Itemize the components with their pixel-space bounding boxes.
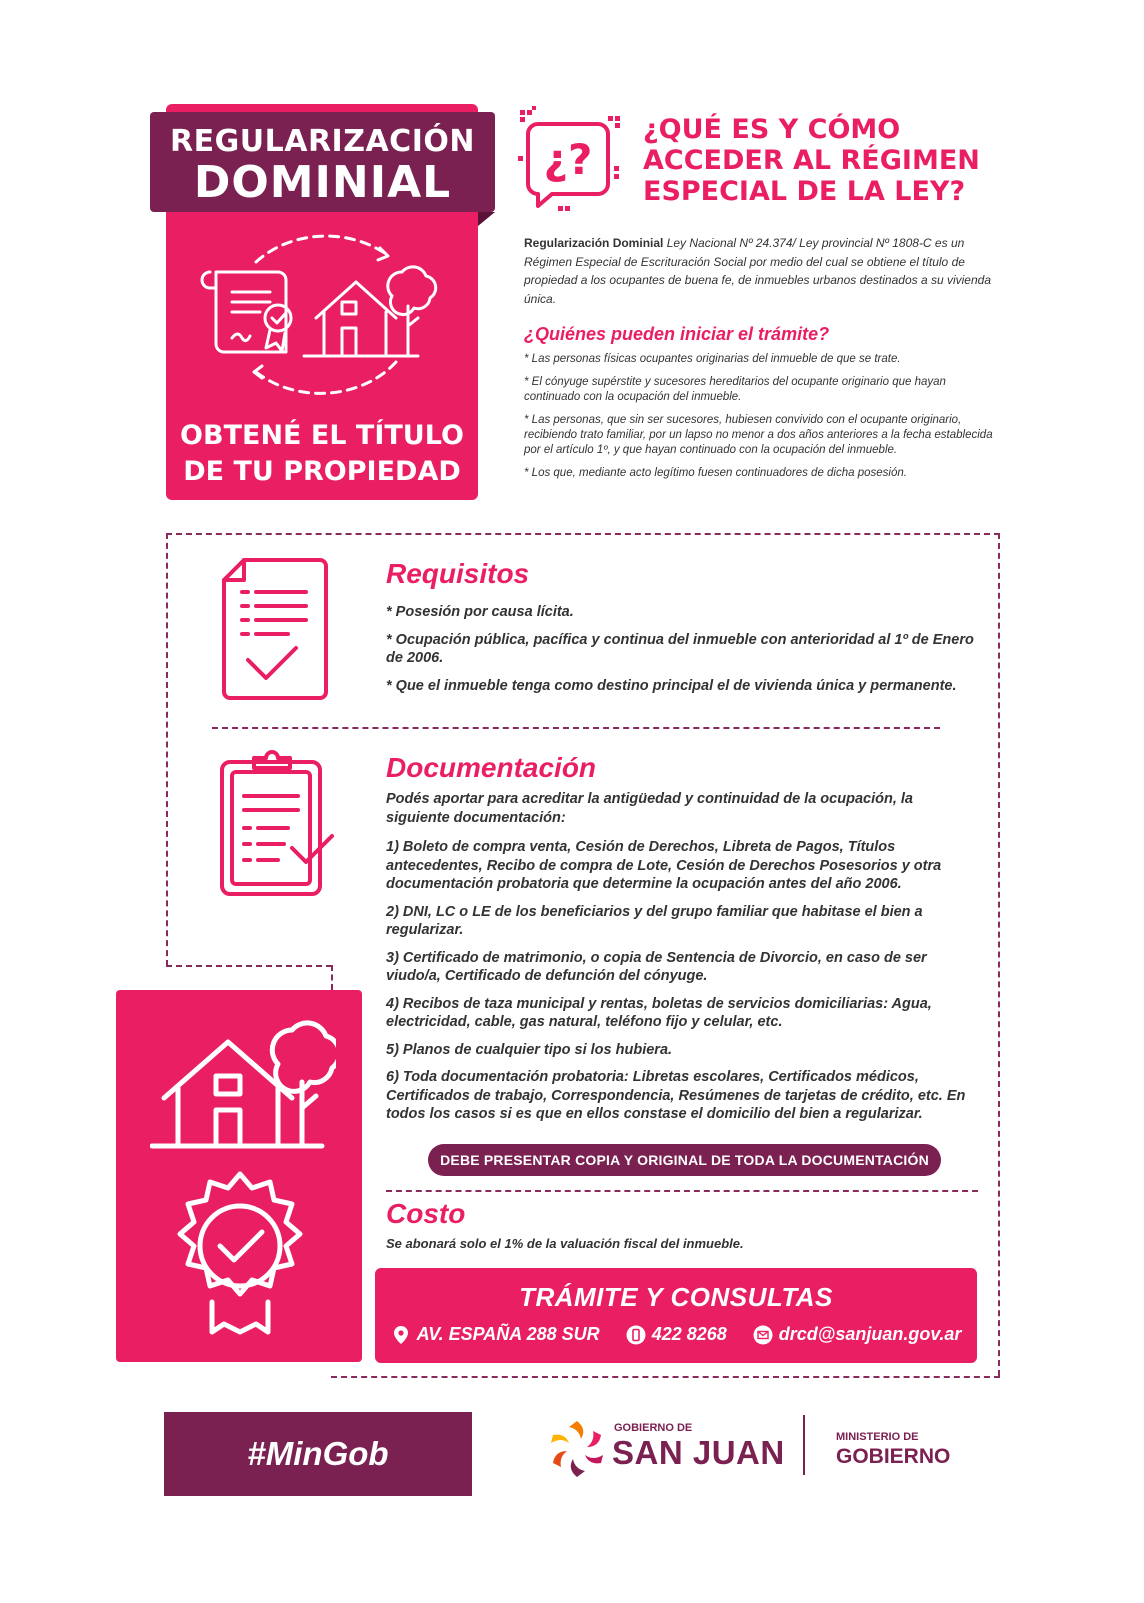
costo-title: Costo (386, 1198, 466, 1229)
question-line3: ESPECIAL DE LA LEY? (643, 176, 966, 207)
hero-title-line1: REGULARIZACIÓN (170, 124, 475, 159)
list-item: * Posesión por causa lícita. (386, 604, 574, 620)
section-divider (386, 1190, 978, 1192)
question-icon-text: ¿? (543, 135, 593, 184)
contact-title: TRÁMITE Y CONSULTAS (519, 1282, 833, 1312)
frame-step (166, 965, 332, 967)
list-item: * Las personas, que sin ser sucesores, hubiesen convivido con el ocupante originario, recibiendo trato familiar, por un lapso no menor a dos años anteriores a la fecha establecida por el artículo 1º, y que hayan continuado con la ocupación del inmueble. (524, 414, 993, 456)
ministry-label: MINISTERIO DE (836, 1431, 919, 1443)
location-pin-icon (391, 1325, 411, 1345)
hero-subtitle-line2: DE TU PROPIEDAD (183, 456, 461, 487)
checklist-icon (218, 556, 330, 700)
house-tree-icon (150, 1012, 336, 1152)
list-item: 4) Recibos de taza municipal y rentas, boletas de servicios domiciliarias: Agua, electricidad, cable, gas natural, teléfono fijo y celular, etc. (386, 995, 932, 1030)
contact-row (375, 1324, 977, 1345)
list-item: * Las personas físicas ocupantes originarias del inmueble de que se trate. (524, 353, 901, 365)
government-name: SAN JUAN (612, 1434, 785, 1471)
clipboard-check-icon (218, 748, 338, 898)
intro-paragraph (524, 234, 1000, 308)
contact-phone-text: 422 8268 (651, 1324, 727, 1344)
question-line2: ACCEDER AL RÉGIMEN (643, 145, 980, 176)
intro-text: Ley Nacional Nº 24.374/ Ley provincial Nº 1808-C es un Régimen Especial de Escrituración Social por medio del cual se obtiene el título de propiedad a los ocupantes de buena fe, de inmuebles urbanos destinados a su vivienda única. (524, 236, 991, 306)
list-item: 3) Certificado de matrimonio, o copia de Sentencia de Divorcio, en caso de ser viudo/a, Certificado de defunción del cónyuge. (386, 949, 927, 984)
frame-top (166, 533, 1000, 535)
contact-email-text: drcd@sanjuan.gov.ar (778, 1324, 962, 1344)
hero-subtitle-line1: OBTENÉ EL TÍTULO (180, 420, 464, 451)
documentacion-list (386, 838, 976, 1133)
ministry-name: GOBIERNO (836, 1445, 951, 1468)
banner-fold (478, 212, 495, 226)
frame-right (998, 533, 1000, 1376)
contact-email[interactable] (753, 1324, 962, 1345)
phone-icon (626, 1325, 646, 1345)
who-list (524, 352, 1000, 489)
badge-check-icon (170, 1170, 310, 1338)
contact-phone[interactable] (626, 1324, 727, 1345)
list-item: 6) Toda documentación probatoria: Libretas escolares, Certificados médicos, Certificados de trabajo, Correspondencia, Resúmenes de tarjetas de crédito, etc. En todos los casos si es que en ellos constase el domicilio del bien a regularizar. (386, 1069, 966, 1122)
list-item: * El cónyuge supérstite y sucesores hereditarios del ocupante originario que hayan continuado con la ocupación del inmueble. (524, 376, 946, 403)
section-divider (212, 727, 940, 729)
costo-text: Se abonará solo el 1% de la valuación fiscal del inmueble. (386, 1236, 744, 1251)
documentation-notice: DEBE PRESENTAR COPIA Y ORIGINAL DE TODA LA DOCUMENTACIÓN (428, 1144, 941, 1176)
requisitos-title: Requisitos (386, 558, 530, 589)
question-title (643, 114, 1003, 207)
list-item: 1) Boleto de compra venta, Cesión de Derechos, Libreta de Pagos, Títulos antecedentes, Recibo de compra de Lote, Cesión de Derechos Posesorios y otra documentación probatoria que determine la ocupación antes del año 2006. (386, 839, 942, 892)
documentacion-title: Documentación (386, 752, 597, 783)
contact-address (391, 1324, 600, 1345)
contact-box (375, 1268, 977, 1363)
frame-bottom (331, 1376, 1000, 1378)
hashtag-banner: #MinGob (164, 1412, 472, 1496)
hero-title-banner (150, 112, 495, 212)
logo-divider (803, 1415, 805, 1475)
san-juan-sun-logo-icon (546, 1418, 608, 1480)
government-label: GOBIERNO DE (614, 1422, 693, 1434)
who-title: ¿Quiénes pueden iniciar el trámite? (524, 324, 830, 344)
list-item: * Ocupación pública, pacífica y continua del inmueble con anterioridad al 1º de Enero de 2006. (386, 631, 974, 666)
hero-title-line2: DOMINIAL (193, 157, 452, 208)
list-item: 5) Planos de cualquier tipo si los hubiera. (386, 1041, 673, 1058)
intro-bold: Regularización Dominial (524, 236, 664, 250)
title-deed-house-icon (196, 222, 458, 400)
mail-icon (753, 1325, 773, 1345)
question-line1: ¿QUÉ ES Y CÓMO (643, 114, 901, 145)
question-bubble-icon (518, 106, 622, 214)
list-item: 2) DNI, LC o LE de los beneficiarios y del grupo familiar que habitase el bien a regularizar. (386, 903, 923, 938)
contact-address-text: AV. ESPAÑA 288 SUR (416, 1324, 600, 1344)
requisitos-list (386, 603, 976, 704)
documentacion-intro: Podés aportar para acreditar la antigüedad y continuidad de la ocupación, la siguiente documentación: (386, 791, 913, 826)
frame-left (166, 533, 168, 966)
list-item: * Que el inmueble tenga como destino principal el de vivienda única y permanente. (386, 677, 957, 694)
list-item: * Los que, mediante acto legítimo fuesen continuadores de dicha posesión. (524, 467, 907, 479)
frame-step-v (331, 965, 333, 990)
hero-subtitle (166, 418, 478, 490)
